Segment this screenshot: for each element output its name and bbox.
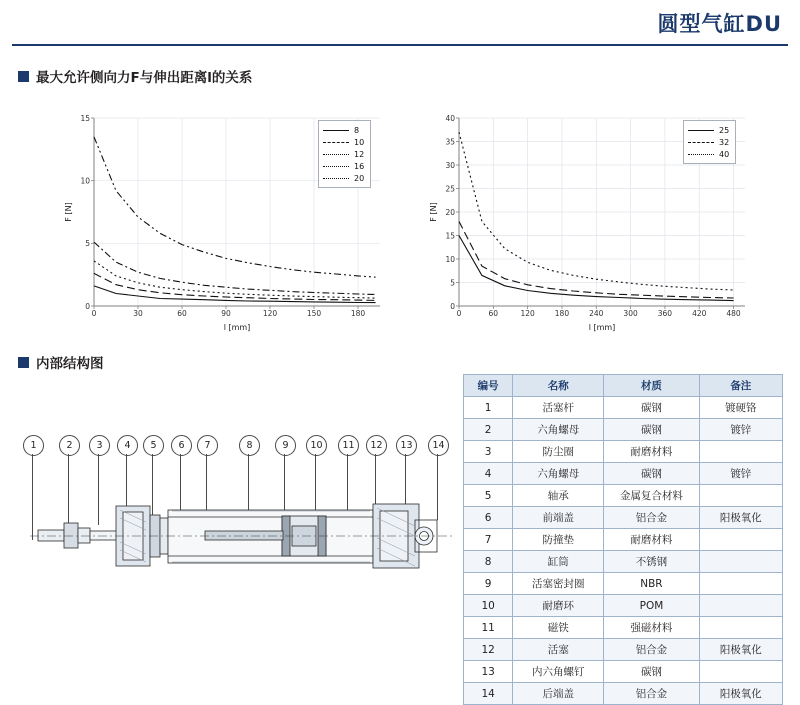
legend-line-icon bbox=[323, 178, 349, 179]
page-title: 圆型气缸DU bbox=[657, 12, 782, 36]
callout-bubble: 5 bbox=[143, 435, 164, 456]
section-title: 内部结构图 bbox=[36, 356, 104, 372]
callout-bubble: 2 bbox=[59, 435, 80, 456]
callout-bubble: 13 bbox=[396, 435, 417, 456]
table-row bbox=[464, 397, 783, 419]
table-header-cell: 材质 bbox=[604, 375, 699, 397]
chart-force-vs-distance-small-bore bbox=[60, 110, 390, 340]
svg-text:F [N]: F [N] bbox=[429, 202, 438, 222]
table-row bbox=[464, 683, 783, 705]
table-cell: 镀锌 bbox=[699, 419, 782, 441]
table-cell: 14 bbox=[464, 683, 513, 705]
table-cell: 碳钢 bbox=[604, 419, 699, 441]
table-cell: 碳钢 bbox=[604, 397, 699, 419]
legend-item bbox=[688, 136, 729, 148]
svg-text:180: 180 bbox=[554, 309, 570, 318]
table-cell: 10 bbox=[464, 595, 513, 617]
table-cell: NBR bbox=[604, 573, 699, 595]
svg-text:25: 25 bbox=[445, 184, 455, 194]
table-cell: 阳极氧化 bbox=[699, 639, 782, 661]
callout-bubble: 12 bbox=[366, 435, 387, 456]
table-cell bbox=[699, 529, 782, 551]
table-cell: 金属复合材料 bbox=[604, 485, 699, 507]
page-header bbox=[0, 0, 800, 46]
svg-text:10: 10 bbox=[80, 176, 90, 186]
legend-line-icon bbox=[323, 130, 349, 131]
svg-text:480: 480 bbox=[726, 309, 741, 318]
legend-item bbox=[323, 124, 364, 136]
table-cell: 耐磨材料 bbox=[604, 441, 699, 463]
callout-bubble: 8 bbox=[239, 435, 260, 456]
svg-text:240: 240 bbox=[589, 309, 604, 318]
section-heading-force-distance bbox=[18, 66, 252, 86]
table-cell: 5 bbox=[464, 485, 513, 507]
legend-line-icon bbox=[688, 154, 714, 155]
table-cell: 不锈钢 bbox=[604, 551, 699, 573]
table-cell: 9 bbox=[464, 573, 513, 595]
legend-label: 20 bbox=[354, 173, 365, 183]
table-row bbox=[464, 573, 783, 595]
cylinder-cross-section-drawing bbox=[20, 470, 460, 610]
table-cell: 阳极氧化 bbox=[699, 507, 782, 529]
svg-text:10: 10 bbox=[445, 254, 455, 264]
table-cell: 11 bbox=[464, 617, 513, 639]
table-cell: 2 bbox=[464, 419, 513, 441]
table-cell: 3 bbox=[464, 441, 513, 463]
table-cell: POM bbox=[604, 595, 699, 617]
table-cell: 磁铁 bbox=[513, 617, 604, 639]
legend-label: 25 bbox=[719, 125, 730, 135]
svg-text:35: 35 bbox=[445, 137, 455, 147]
legend-item bbox=[688, 124, 729, 136]
legend-line-icon bbox=[323, 142, 349, 143]
table-cell: 6 bbox=[464, 507, 513, 529]
table-cell bbox=[699, 485, 782, 507]
legend-line-icon bbox=[323, 166, 349, 167]
table-row bbox=[464, 441, 783, 463]
table-cell: 8 bbox=[464, 551, 513, 573]
table-cell: 碳钢 bbox=[604, 463, 699, 485]
svg-text:40: 40 bbox=[445, 113, 455, 123]
table-cell: 铝合金 bbox=[604, 639, 699, 661]
table-cell: 六角螺母 bbox=[513, 463, 604, 485]
svg-text:30: 30 bbox=[445, 160, 455, 170]
svg-text:360: 360 bbox=[657, 309, 673, 318]
legend-label: 8 bbox=[354, 125, 360, 135]
svg-text:420: 420 bbox=[692, 309, 707, 318]
table-cell: 活塞 bbox=[513, 639, 604, 661]
chart-force-vs-distance-large-bore bbox=[425, 110, 755, 340]
table-header-cell: 编号 bbox=[464, 375, 513, 397]
table-cell bbox=[699, 573, 782, 595]
svg-text:60: 60 bbox=[488, 309, 499, 318]
table-header-row bbox=[464, 375, 783, 397]
table-row bbox=[464, 485, 783, 507]
table-row bbox=[464, 595, 783, 617]
table-cell: 六角螺母 bbox=[513, 419, 604, 441]
table-row bbox=[464, 463, 783, 485]
svg-text:90: 90 bbox=[221, 309, 231, 318]
table-row bbox=[464, 551, 783, 573]
table-row bbox=[464, 419, 783, 441]
table-cell: 强磁材料 bbox=[604, 617, 699, 639]
header-divider bbox=[12, 44, 788, 46]
legend-label: 32 bbox=[719, 137, 730, 147]
legend-label: 40 bbox=[719, 149, 730, 159]
legend-line-icon bbox=[688, 142, 714, 143]
table-cell: 活塞密封圈 bbox=[513, 573, 604, 595]
table-cell: 12 bbox=[464, 639, 513, 661]
table-cell bbox=[699, 661, 782, 683]
table-row bbox=[464, 507, 783, 529]
table-cell: 前端盖 bbox=[513, 507, 604, 529]
svg-text:5: 5 bbox=[450, 278, 455, 288]
legend-item bbox=[323, 148, 364, 160]
table-cell: 耐磨环 bbox=[513, 595, 604, 617]
legend-item bbox=[323, 160, 364, 172]
svg-text:0: 0 bbox=[91, 309, 97, 318]
svg-text:l [mm]: l [mm] bbox=[588, 323, 616, 332]
table-cell: 碳钢 bbox=[604, 661, 699, 683]
table-cell: 镀硬铬 bbox=[699, 397, 782, 419]
svg-text:120: 120 bbox=[262, 309, 278, 318]
chart-legend bbox=[683, 120, 736, 164]
table-row bbox=[464, 529, 783, 551]
section-heading-internal-structure bbox=[18, 352, 104, 372]
svg-text:15: 15 bbox=[445, 231, 455, 241]
svg-text:5: 5 bbox=[85, 239, 90, 249]
table-cell: 后端盖 bbox=[513, 683, 604, 705]
svg-text:0: 0 bbox=[85, 301, 90, 311]
table-cell: 防尘圈 bbox=[513, 441, 604, 463]
table-cell: 镀锌 bbox=[699, 463, 782, 485]
svg-text:30: 30 bbox=[133, 309, 143, 318]
table-cell: 铝合金 bbox=[604, 683, 699, 705]
svg-text:20: 20 bbox=[445, 207, 455, 217]
callout-bubble: 3 bbox=[89, 435, 110, 456]
legend-item bbox=[688, 148, 729, 160]
bullet-square-icon bbox=[18, 71, 29, 82]
table-cell: 耐磨材料 bbox=[604, 529, 699, 551]
table-cell: 活塞杆 bbox=[513, 397, 604, 419]
table-cell: 防撞垫 bbox=[513, 529, 604, 551]
legend-label: 12 bbox=[354, 149, 365, 159]
svg-text:120: 120 bbox=[520, 309, 535, 318]
table-header-cell: 备注 bbox=[699, 375, 782, 397]
callout-bubble: 9 bbox=[275, 435, 296, 456]
table-cell: 4 bbox=[464, 463, 513, 485]
section-title: 最大允许侧向力F与伸出距离l的关系 bbox=[36, 70, 253, 86]
table-cell: 7 bbox=[464, 529, 513, 551]
legend-item bbox=[323, 172, 364, 184]
legend-line-icon bbox=[323, 154, 349, 155]
table-cell bbox=[699, 617, 782, 639]
bullet-square-icon bbox=[18, 357, 29, 368]
svg-text:300: 300 bbox=[623, 309, 638, 318]
legend-line-icon bbox=[688, 130, 714, 131]
svg-text:150: 150 bbox=[306, 309, 322, 318]
svg-text:15: 15 bbox=[80, 113, 90, 123]
svg-text:0: 0 bbox=[450, 301, 455, 311]
table-cell: 1 bbox=[464, 397, 513, 419]
legend-label: 16 bbox=[354, 161, 365, 171]
legend-label: 10 bbox=[354, 137, 365, 147]
svg-text:180: 180 bbox=[350, 309, 366, 318]
callout-bubble: 14 bbox=[428, 435, 449, 456]
callout-bubble: 11 bbox=[338, 435, 359, 456]
table-cell: 阳极氧化 bbox=[699, 683, 782, 705]
callout-bubble: 6 bbox=[171, 435, 192, 456]
svg-text:60: 60 bbox=[177, 309, 187, 318]
callout-bubble: 1 bbox=[23, 435, 44, 456]
callout-bubble: 7 bbox=[197, 435, 218, 456]
svg-text:F [N]: F [N] bbox=[64, 202, 73, 222]
table-cell: 内六角螺钉 bbox=[513, 661, 604, 683]
table-cell: 铝合金 bbox=[604, 507, 699, 529]
chart-legend bbox=[318, 120, 371, 188]
callout-bubble: 4 bbox=[117, 435, 138, 456]
table-cell: 缸筒 bbox=[513, 551, 604, 573]
table-row bbox=[464, 617, 783, 639]
svg-text:l [mm]: l [mm] bbox=[223, 323, 251, 332]
table-row bbox=[464, 661, 783, 683]
svg-text:0: 0 bbox=[456, 309, 462, 318]
parts-table bbox=[463, 374, 783, 705]
callout-bubble: 10 bbox=[306, 435, 327, 456]
table-cell bbox=[699, 441, 782, 463]
table-cell bbox=[699, 551, 782, 573]
table-header-cell: 名称 bbox=[513, 375, 604, 397]
table-cell: 轴承 bbox=[513, 485, 604, 507]
legend-item bbox=[323, 136, 364, 148]
table-cell: 13 bbox=[464, 661, 513, 683]
table-cell bbox=[699, 595, 782, 617]
